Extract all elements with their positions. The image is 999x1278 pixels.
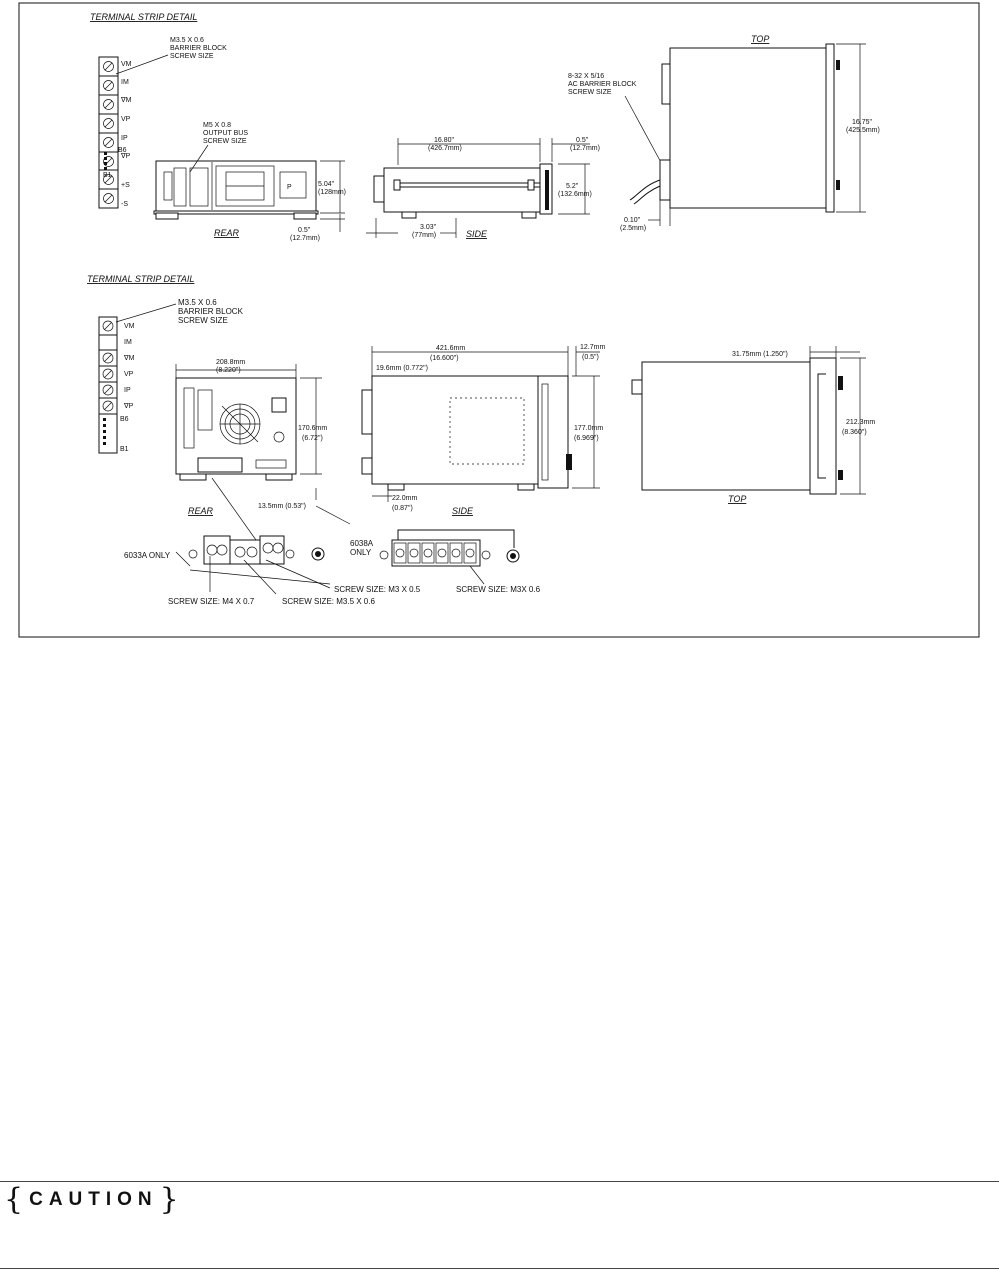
lower-side-foot-2: (0.87") xyxy=(392,505,413,512)
upper-side-height-2: (132.6mm) xyxy=(558,191,592,198)
upper-top-width-1: 16.75" xyxy=(852,119,873,126)
upper-terminal-dm: ∇M xyxy=(121,97,132,104)
only-6038a-2: ONLY xyxy=(350,548,372,557)
lower-rear-offset-leader xyxy=(316,506,350,524)
lower-top-view xyxy=(632,358,843,494)
upper-side-front-2: (12.7mm) xyxy=(570,145,600,152)
upper-terminal-plus-s: +S xyxy=(121,182,130,189)
lower-terminal-dp: ∇P xyxy=(124,403,134,410)
upper-side-depth-2: (77mm) xyxy=(412,232,437,239)
upper-rear-view xyxy=(154,161,318,219)
lower-barrier-note-2: BARRIER BLOCK xyxy=(178,307,243,316)
upper-side-length-2: (426.7mm) xyxy=(428,145,462,152)
lower-barrier-note-3: SCREW SIZE xyxy=(178,316,228,325)
lower-side-rear: 19.6mm (0.772") xyxy=(376,365,428,372)
upper-terminal-b6: B6 xyxy=(118,147,127,154)
upper-side-label: SIDE xyxy=(466,229,488,239)
caution-banner xyxy=(4,1184,179,1216)
lower-rear-width-2: (8.220") xyxy=(216,367,241,374)
upper-rear-height-1: 5.04" xyxy=(318,181,335,188)
figure-frame xyxy=(19,3,979,637)
upper-rear-height-2: (128mm) xyxy=(318,189,347,196)
upper-top-label: TOP xyxy=(751,34,770,44)
lower-side-length-2: (16.600") xyxy=(430,355,459,362)
upper-rear-dim-lines xyxy=(320,161,345,232)
lower-barrier-note-1: M3.5 X 0.6 xyxy=(178,298,217,307)
lower-barrier-leader xyxy=(116,304,176,322)
upper-side-height-1: 5.2" xyxy=(566,183,579,190)
upper-rear-foot-2: (12.7mm) xyxy=(290,235,320,242)
lower-top-label: TOP xyxy=(728,494,747,504)
lower-top-front: 31.75mm (1.250") xyxy=(732,351,788,358)
lower-top-width-1: 212.3mm xyxy=(846,419,876,426)
lower-side-view xyxy=(362,376,572,490)
lower-terminal-im: IM xyxy=(124,339,132,346)
upper-barrier-note-2: BARRIER BLOCK xyxy=(170,45,227,52)
ac-note-2: AC BARRIER BLOCK xyxy=(568,81,637,88)
upper-terminal-dp: ∇P xyxy=(121,153,131,160)
upper-top-view xyxy=(630,44,840,212)
lower-rear-view xyxy=(176,378,296,480)
caution-bottom-rule xyxy=(0,1268,999,1269)
upper-terminal-minus-s: -S xyxy=(121,201,128,208)
lower-rear-label: REAR xyxy=(188,506,214,516)
ac-note-leader xyxy=(625,96,664,168)
only-6033a: 6033A ONLY xyxy=(124,551,171,560)
output-bus-note-3: SCREW SIZE xyxy=(203,138,247,145)
lower-top-width-2: (8.360") xyxy=(842,429,867,436)
screw-size-m35: SCREW SIZE: M3.5 X 0.6 xyxy=(282,597,375,606)
lower-rear-width-1: 208.8mm xyxy=(216,359,246,366)
only-6038a-1: 6038A xyxy=(350,539,374,548)
upper-terminal-vp: VP xyxy=(121,116,131,123)
screw-size-m3-06: SCREW SIZE: M3X 0.6 xyxy=(456,585,541,594)
upper-top-width-2: (425.5mm) xyxy=(846,127,880,134)
caution-right-brace: } xyxy=(159,1182,179,1217)
lower-terminal-ip: IP xyxy=(124,387,131,394)
ac-note-3: SCREW SIZE xyxy=(568,89,612,96)
lower-side-foot-1: 22.0mm xyxy=(392,495,418,502)
svg-text:P: P xyxy=(287,184,292,191)
screw-size-m4: SCREW SIZE: M4 X 0.7 xyxy=(168,597,255,606)
lower-side-front-1: 12.7mm xyxy=(580,344,606,351)
lower-terminal-vp: VP xyxy=(124,371,134,378)
caution-label: CAUTION xyxy=(29,1189,158,1210)
output-bus-note-1: M5 X 0.8 xyxy=(203,122,232,129)
upper-terminal-title: TERMINAL STRIP DETAIL xyxy=(90,12,198,22)
upper-top-offset-2: (2.5mm) xyxy=(620,225,647,232)
output-block-6038a xyxy=(380,530,519,584)
lower-terminal-dm: ∇M xyxy=(124,355,135,362)
upper-side-depth-1: 3.03" xyxy=(420,224,437,231)
upper-terminal-strip xyxy=(99,57,118,208)
lower-side-length-1: 421.6mm xyxy=(436,345,466,352)
lower-rear-callout-leader xyxy=(212,478,256,540)
upper-terminal-vm: VM xyxy=(121,61,132,68)
upper-side-view xyxy=(374,164,552,218)
upper-rear-label: REAR xyxy=(214,228,240,238)
upper-barrier-note-1: M3.5 X 0.6 xyxy=(170,37,204,44)
lower-side-label: SIDE xyxy=(452,506,474,516)
screw-size-m3-05: SCREW SIZE: M3 X 0.5 xyxy=(334,585,421,594)
upper-side-front-1: 0.5" xyxy=(576,137,589,144)
lower-terminal-strip xyxy=(99,317,117,453)
lower-terminal-b6: B6 xyxy=(120,416,129,423)
upper-terminal-im: IM xyxy=(121,79,129,86)
caution-top-rule xyxy=(0,1181,999,1182)
lower-side-height-1: 177.0mm xyxy=(574,425,604,432)
upper-top-offset-1: 0.10" xyxy=(624,217,641,224)
output-block-6033a xyxy=(176,536,330,594)
lower-terminal-title: TERMINAL STRIP DETAIL xyxy=(87,274,195,284)
caution-left-brace: { xyxy=(4,1182,24,1217)
upper-terminal-ip: IP xyxy=(121,135,128,142)
lower-side-front-2: (0.5") xyxy=(582,354,599,361)
output-bus-note-2: OUTPUT BUS xyxy=(203,130,248,137)
lower-rear-height-1: 170.6mm xyxy=(298,425,328,432)
ac-note-1: 8-32 X 5/16 xyxy=(568,73,605,80)
upper-barrier-note-3: SCREW SIZE xyxy=(170,53,214,60)
lower-rear-height-2: (6.72") xyxy=(302,435,323,442)
lower-rear-offset: 13.5mm (0.53") xyxy=(258,503,307,510)
upper-side-length-1: 16.80" xyxy=(434,137,455,144)
lower-terminal-vm: VM xyxy=(124,323,135,330)
lower-side-height-2: (6.969") xyxy=(574,435,599,442)
upper-terminal-b1: B1 xyxy=(103,172,112,179)
lower-terminal-b1: B1 xyxy=(120,446,129,453)
upper-rear-foot-1: 0.5" xyxy=(298,227,311,234)
